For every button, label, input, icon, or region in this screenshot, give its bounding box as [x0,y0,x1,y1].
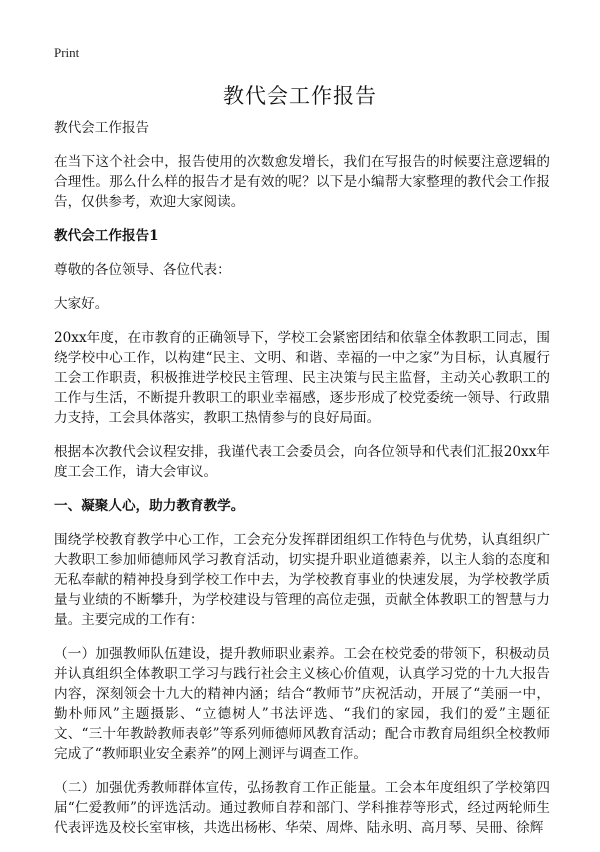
body-paragraph-3: 围绕学校教育教学中心工作，工会充分发挥群团组织工作特色与优势，认真组织广大教职工参加师德师风学习教育活动，切实提升职业道德素养，以主人翁的态度和无私奉献的精神投身到学校工作中去，为学校教育事业的快速发展，为学校教学质量与业绩的不断攀升，为学校建设与管理的高位走强，贡献全体教职工的智慧与力量。主要完成的工作有： [54,532,550,628]
print-link[interactable]: Print [54,45,80,60]
greeting-all: 大家好。 [54,296,109,312]
section-heading: 教代会工作报告1 [54,228,159,244]
document-subtitle: 教代会工作报告 [54,120,150,136]
document-title: 教代会工作报告 [223,84,377,108]
body-paragraph-2: 根据本次教代会议程安排，我谨代表工会委员会，向各位领导和代表们汇报20xx年度工会工作，请大会审议。 [54,444,550,480]
document-body [54,118,550,852]
greeting-leaders: 尊敬的各位领导、各位代表： [54,262,231,278]
intro-paragraph: 在当下这个社会中，报告使用的次数愈发增长，我们在写报告的时候要注意逻辑的合理性。那么什么样的报告才是有效的呢？以下是小编帮大家整理的教代会工作报告，仅供参考，欢迎大家阅读。 [54,154,550,210]
subsection-heading-one: 一、凝聚人心，助力教育教学。 [54,498,245,514]
body-paragraph-1: 20xx年度，在市教育的正确领导下，学校工会紧密团结和依靠全体教职工同志，围绕学校中心工作，以构建“民主、文明、和谐、幸福的一中之家”为目标，认真履行工会工作职责，积极推进学校民主管理、民主决策与民主监督，主动关心教职工的工作与生活，不断提升教职工的职业幸福感，逐步形成了校党委统一领导、行政鼎力支持，工会具体落实，教职工热情参与的良好局面。 [54,330,550,426]
body-paragraph-4: （一）加强教师队伍建设，提升教师职业素养。工会在校党委的带领下，积极动员并认真组织全体教职工学习与践行社会主义核心价值观，认真学习党的十九大报告内容，深刻领会十九大的精神内涵；结合“教师节”庆祝活动，开展了“美丽一中，勤朴师风”主题摄影、“立德树人”书法评选、“我们的家园，我们的爱”主题征文、“三十年教龄教师表彰”等系列师德师风教育活动；配合市教育局组织全校教师完成了“教师职业安全素养”的网上测评与调查工作。 [54,646,550,762]
body-paragraph-5: （二）加强优秀教师群体宣传，弘扬教育工作正能量。工会本年度组织了学校第四届“仁爱教师”的评选活动。通过教师自荐和部门、学科推荐等形式，经过两轮师生代表评选及校长室审核，共选出杨彬、华荣、周烨、陆永明、高月琴、吴冊、徐辉 [54,780,550,836]
